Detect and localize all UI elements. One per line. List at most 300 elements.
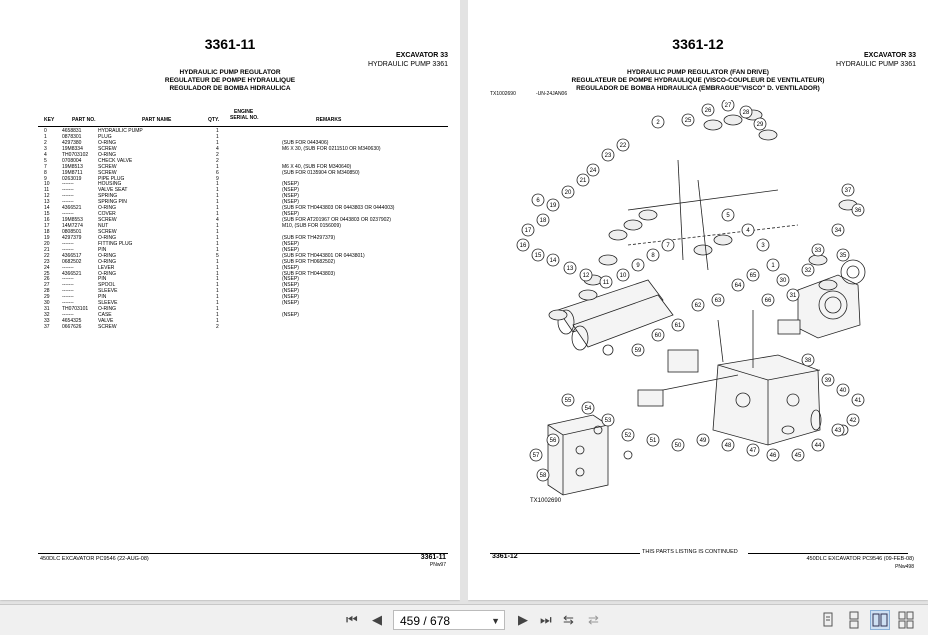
row-remarks: (NSEP) bbox=[282, 312, 299, 319]
diagram-part bbox=[639, 210, 657, 220]
row-part-number: ------- bbox=[62, 187, 74, 194]
row-part-name: SPOOL bbox=[98, 282, 116, 289]
callout-label: 64 bbox=[734, 283, 742, 290]
next-page-button[interactable] bbox=[518, 612, 528, 628]
callout-60 bbox=[652, 329, 664, 341]
row-qty: 5 bbox=[216, 252, 219, 259]
row-remarks: (SUB FOR TH0682502) bbox=[282, 258, 335, 265]
callout-31 bbox=[787, 289, 799, 301]
row-remarks: (NSEP) bbox=[282, 246, 299, 253]
callout-label: 17 bbox=[524, 228, 532, 235]
diagram-part bbox=[724, 115, 742, 125]
callout-label: 50 bbox=[674, 443, 682, 450]
callout-label: 10 bbox=[619, 273, 627, 280]
header-section: EXCAVATOR 33 bbox=[864, 52, 916, 59]
callout-26 bbox=[702, 104, 714, 116]
diagram-part bbox=[549, 310, 567, 320]
row-part-number: 0708004 bbox=[62, 157, 82, 164]
callout-label: 28 bbox=[742, 110, 750, 117]
callout-11 bbox=[600, 276, 612, 288]
callout-13 bbox=[564, 262, 576, 274]
continuous-view-button[interactable] bbox=[844, 610, 864, 630]
callout-label: 53 bbox=[604, 418, 612, 425]
callout-label: 4 bbox=[746, 228, 750, 235]
diagram-part bbox=[759, 130, 777, 140]
row-key: 27 bbox=[44, 282, 50, 289]
callout-label: 23 bbox=[604, 153, 612, 160]
callout-37 bbox=[842, 184, 854, 196]
callout-label: 39 bbox=[824, 378, 832, 385]
callout-8 bbox=[647, 249, 659, 261]
row-key: 2 bbox=[44, 139, 47, 146]
callout-label: 35 bbox=[839, 253, 847, 260]
callout-label: 41 bbox=[854, 398, 862, 405]
parts-table-header bbox=[38, 109, 448, 127]
callout-label: 12 bbox=[582, 273, 590, 280]
diagram-part bbox=[579, 290, 597, 300]
callout-label: 32 bbox=[804, 268, 812, 275]
callout-64 bbox=[732, 279, 744, 291]
figure-caption: TX1002690 bbox=[530, 498, 562, 504]
callout-62 bbox=[692, 299, 704, 311]
page-number: 3361-12 bbox=[672, 36, 724, 52]
row-part-number: 0808501 bbox=[62, 228, 82, 235]
row-qty: 1 bbox=[216, 199, 219, 206]
callout-43 bbox=[832, 424, 844, 436]
row-remarks: (SUB FOR TH4297379) bbox=[282, 234, 335, 241]
row-remarks: (NSEP) bbox=[282, 288, 299, 295]
row-key: 33 bbox=[44, 318, 50, 324]
row-part-number: ------- bbox=[62, 282, 74, 289]
callout-label: 43 bbox=[834, 428, 842, 435]
callout-45 bbox=[792, 449, 804, 461]
callout-48 bbox=[722, 439, 734, 451]
row-part-name: PLUG bbox=[98, 133, 112, 140]
row-qty: 1 bbox=[216, 282, 219, 289]
callout-51 bbox=[647, 434, 659, 446]
row-part-number: 14M7274 bbox=[62, 223, 83, 229]
callout-label: 20 bbox=[564, 190, 572, 197]
callout-label: 15 bbox=[534, 253, 542, 260]
callout-label: 19 bbox=[549, 203, 557, 210]
callout-55 bbox=[562, 394, 574, 406]
row-qty: 1 bbox=[216, 288, 219, 295]
row-part-name: O-RING bbox=[98, 139, 117, 146]
row-key: 1 bbox=[44, 133, 47, 140]
footer-code: PNw498 bbox=[895, 564, 914, 570]
callout-label: 29 bbox=[756, 122, 764, 129]
row-part-name: VALVE SEAT bbox=[98, 187, 128, 194]
two-page-icon bbox=[871, 611, 889, 629]
row-qty: 1 bbox=[216, 240, 219, 247]
forward-icon: ⇄ bbox=[588, 612, 599, 627]
callout-30 bbox=[777, 274, 789, 286]
callout-4 bbox=[742, 224, 754, 236]
row-part-name: O-RING bbox=[98, 270, 117, 277]
title-es: REGULADOR DE BOMBA HIDRAULICA bbox=[169, 85, 291, 92]
go-back-button[interactable] bbox=[563, 612, 574, 628]
col-qty: QTY. bbox=[208, 117, 220, 123]
callout-label: 37 bbox=[844, 188, 852, 195]
row-qty: 1 bbox=[216, 163, 219, 170]
callout-41 bbox=[852, 394, 864, 406]
row-qty: 1 bbox=[216, 205, 219, 212]
row-key: 19 bbox=[44, 234, 50, 241]
page-3361-11 bbox=[0, 0, 460, 600]
row-key: 22 bbox=[44, 252, 50, 259]
row-part-name: CHECK VALVE bbox=[98, 157, 133, 164]
diagram-part bbox=[714, 235, 732, 245]
row-qty: 1 bbox=[216, 193, 219, 200]
row-part-name: O-RING bbox=[98, 258, 117, 265]
row-key: 17 bbox=[44, 223, 50, 229]
callout-label: 54 bbox=[584, 406, 592, 413]
row-qty: 1 bbox=[216, 133, 219, 140]
col-name: PART NAME bbox=[142, 117, 172, 123]
callout-label: 6 bbox=[536, 198, 540, 205]
callout-12 bbox=[580, 269, 592, 281]
page-3361-12 bbox=[468, 0, 928, 600]
col-part: PART NO. bbox=[72, 117, 96, 123]
footer-rule bbox=[38, 553, 448, 554]
callout-49 bbox=[697, 434, 709, 446]
two-page-continuous-button[interactable] bbox=[896, 610, 916, 630]
row-key: 9 bbox=[44, 175, 47, 182]
two-page-view-button[interactable] bbox=[870, 610, 890, 630]
callout-label: 56 bbox=[549, 438, 557, 445]
callout-18 bbox=[537, 214, 549, 226]
callout-label: 46 bbox=[769, 453, 777, 460]
row-part-name: SCREW bbox=[98, 145, 117, 152]
row-qty: 1 bbox=[216, 300, 219, 307]
row-key: 13 bbox=[44, 199, 50, 206]
callout-57 bbox=[530, 449, 542, 461]
callout-label: 51 bbox=[649, 438, 657, 445]
first-page-button[interactable] bbox=[346, 612, 358, 628]
callout-label: 48 bbox=[724, 443, 732, 450]
callout-1 bbox=[767, 259, 779, 271]
row-part-number: 4297379 bbox=[62, 234, 82, 241]
row-key: 28 bbox=[44, 288, 50, 295]
row-qty: 1 bbox=[216, 223, 219, 229]
row-qty: 2 bbox=[216, 151, 219, 158]
callout-label: 40 bbox=[839, 388, 847, 395]
callout-53 bbox=[602, 414, 614, 426]
row-part-number: ------- bbox=[62, 240, 74, 247]
row-part-name: PIN bbox=[98, 276, 107, 283]
callout-label: 36 bbox=[854, 208, 862, 215]
footer-edition: 450DLC EXCAVATOR PC9546 (09-FEB-08) bbox=[806, 556, 914, 562]
callout-label: 27 bbox=[724, 103, 732, 110]
row-qty: 1 bbox=[216, 181, 219, 188]
callout-23 bbox=[602, 149, 614, 161]
go-forward-button[interactable] bbox=[588, 612, 599, 628]
callout-28 bbox=[740, 106, 752, 118]
row-part-number: 19M8513 bbox=[62, 163, 83, 170]
footer-page-number: 3361-11 bbox=[420, 554, 446, 561]
title-fr: REGULATEUR DE POMPE HYDRAULIQUE (VISCO-COUPLEUR DE VENTILATEUR) bbox=[571, 77, 825, 84]
page-selector[interactable] bbox=[393, 610, 505, 630]
title-en: HYDRAULIC PUMP REGULATOR bbox=[179, 69, 281, 76]
single-page-view-button[interactable] bbox=[818, 610, 838, 630]
row-remarks: (NSEP) bbox=[282, 264, 299, 271]
diagram-part bbox=[609, 230, 627, 240]
row-part-name: SLEEVE bbox=[98, 288, 118, 295]
callout-36 bbox=[852, 204, 864, 216]
callout-33 bbox=[812, 244, 824, 256]
row-qty: 1 bbox=[216, 258, 219, 265]
row-part-number: TH0703102 bbox=[62, 151, 89, 158]
row-qty: 2 bbox=[216, 323, 219, 330]
callout-label: 30 bbox=[779, 278, 787, 285]
row-part-number: ------- bbox=[62, 312, 74, 319]
figure-ref-id: TX1002690 bbox=[490, 91, 516, 97]
row-part-name: O-RING bbox=[98, 306, 117, 313]
row-key: 0 bbox=[44, 128, 47, 134]
callout-label: 66 bbox=[764, 298, 772, 305]
callout-label: 18 bbox=[539, 218, 547, 225]
row-key: 31 bbox=[44, 306, 50, 313]
callout-label: 11 bbox=[602, 280, 610, 287]
row-part-name: PIN bbox=[98, 294, 107, 301]
callout-10 bbox=[617, 269, 629, 281]
row-part-number: ------- bbox=[62, 193, 74, 200]
row-part-name: LEVER bbox=[98, 264, 115, 271]
callout-label: 33 bbox=[814, 248, 822, 255]
callout-24 bbox=[587, 164, 599, 176]
callout-label: 38 bbox=[804, 358, 812, 365]
row-qty: 1 bbox=[216, 139, 219, 146]
back-icon: ⇆ bbox=[563, 612, 574, 627]
row-part-number: 0263019 bbox=[62, 175, 82, 182]
callout-56 bbox=[547, 434, 559, 446]
row-key: 7 bbox=[44, 163, 47, 170]
callout-label: 13 bbox=[566, 266, 574, 273]
viewer-toolbar bbox=[0, 604, 928, 635]
two-page-continuous-icon bbox=[896, 610, 916, 630]
callout-17 bbox=[522, 224, 534, 236]
callout-61 bbox=[672, 319, 684, 331]
callout-label: 25 bbox=[684, 118, 692, 125]
callout-22 bbox=[617, 139, 629, 151]
callout-39 bbox=[822, 374, 834, 386]
row-part-name: PIN bbox=[98, 246, 107, 253]
row-qty: 4 bbox=[216, 145, 219, 152]
row-part-number: 19M8711 bbox=[62, 169, 83, 176]
row-remarks: (SUB FOR 0135904 OR M340850) bbox=[282, 169, 360, 176]
row-part-number: 4366517 bbox=[62, 252, 82, 259]
callout-59 bbox=[632, 344, 644, 356]
row-key: 20 bbox=[44, 240, 50, 247]
row-remarks: (NSEP) bbox=[282, 276, 299, 283]
callout-label: 44 bbox=[814, 443, 822, 450]
callout-66 bbox=[762, 294, 774, 306]
row-remarks: (SUB FOR TH0443803 OR 0443803 OR 0444003) bbox=[282, 205, 395, 212]
row-remarks: (NSEP) bbox=[282, 300, 299, 307]
callout-label: 34 bbox=[834, 228, 842, 235]
title-fr: REGULATEUR DE POMPE HYDRAULIQUE bbox=[164, 77, 296, 84]
row-part-name: NUT bbox=[98, 223, 109, 229]
callout-label: 7 bbox=[666, 243, 670, 250]
callout-15 bbox=[532, 249, 544, 261]
row-remarks: (NSEP) bbox=[282, 282, 299, 289]
callout-label: 8 bbox=[651, 253, 655, 260]
footer-edition: 450DLC EXCAVATOR PC9546 (22-AUG-08) bbox=[40, 556, 149, 562]
row-qty: 1 bbox=[216, 228, 219, 235]
row-remarks: (NSEP) bbox=[282, 211, 299, 218]
callout-label: 42 bbox=[849, 418, 857, 425]
callout-35 bbox=[837, 249, 849, 261]
row-key: 25 bbox=[44, 270, 50, 277]
row-part-name: SCREW bbox=[98, 163, 117, 170]
callout-46 bbox=[767, 449, 779, 461]
diagram-part bbox=[599, 255, 617, 265]
callout-label: 24 bbox=[589, 168, 597, 175]
col-serial: SERIAL NO. bbox=[230, 115, 259, 121]
row-key: 18 bbox=[44, 228, 50, 235]
row-remarks: M6 X 40, (SUB FOR M340640) bbox=[282, 163, 352, 170]
callout-label: 57 bbox=[532, 453, 540, 460]
row-part-name: HYDRAULIC PUMP bbox=[98, 128, 143, 134]
prev-page-icon: ◀ bbox=[372, 612, 382, 627]
row-qty: 1 bbox=[216, 294, 219, 301]
callout-label: 65 bbox=[749, 273, 757, 280]
header-subsection: HYDRAULIC PUMP 3361 bbox=[367, 61, 448, 68]
callout-label: 26 bbox=[704, 108, 712, 115]
callout-47 bbox=[747, 444, 759, 456]
row-key: 29 bbox=[44, 294, 50, 301]
row-qty: 1 bbox=[216, 276, 219, 283]
row-part-number: ------- bbox=[62, 288, 74, 295]
row-part-number: 19M8334 bbox=[62, 145, 83, 152]
callout-label: 14 bbox=[549, 258, 557, 265]
footer-rule-right bbox=[748, 553, 908, 554]
row-qty: 6 bbox=[216, 169, 219, 176]
row-qty: 1 bbox=[216, 128, 219, 134]
row-part-number: 0667626 bbox=[62, 323, 82, 330]
row-part-number: ------- bbox=[62, 294, 74, 301]
callout-32 bbox=[802, 264, 814, 276]
title-en: HYDRAULIC PUMP REGULATOR (FAN DRIVE) bbox=[627, 69, 769, 76]
callout-label: 45 bbox=[794, 453, 802, 460]
callout-14 bbox=[547, 254, 559, 266]
row-part-name: HOUSING bbox=[98, 181, 122, 188]
callout-16 bbox=[517, 239, 529, 251]
callout-21 bbox=[577, 174, 589, 186]
callout-2 bbox=[652, 116, 664, 128]
callout-label: 9 bbox=[636, 263, 640, 270]
diagram-part bbox=[809, 255, 827, 265]
callout-52 bbox=[622, 429, 634, 441]
row-part-name: CASE bbox=[98, 312, 112, 319]
row-remarks: (SUB FOR 0443406) bbox=[282, 139, 329, 146]
row-qty: 1 bbox=[216, 318, 219, 324]
last-page-button[interactable] bbox=[540, 612, 552, 628]
callout-label: 31 bbox=[789, 293, 797, 300]
row-part-number: 0878301 bbox=[62, 133, 82, 140]
col-key: KEY bbox=[44, 117, 55, 123]
row-part-name: COVER bbox=[98, 211, 116, 218]
footer-page-number: 3361-12 bbox=[492, 553, 518, 560]
row-part-number: ------- bbox=[62, 276, 74, 283]
header-section: EXCAVATOR 33 bbox=[396, 52, 448, 59]
row-key: 4 bbox=[44, 151, 47, 158]
callout-25 bbox=[682, 114, 694, 126]
diagram-part bbox=[819, 280, 837, 290]
row-part-name: SCREW bbox=[98, 169, 117, 176]
page-indicator: 459 / 678 bbox=[400, 614, 451, 628]
row-remarks: (NSEP) bbox=[282, 187, 299, 194]
callout-label: 1 bbox=[771, 263, 775, 270]
title-es: REGULADOR DE BOMBA HIDRAULICA (EMBRAGUE"VISCO" D. VENTILADOR) bbox=[576, 85, 820, 92]
row-key: 30 bbox=[44, 300, 50, 307]
callout-label: 22 bbox=[619, 143, 627, 150]
callout-7 bbox=[662, 239, 674, 251]
callout-label: 58 bbox=[539, 473, 547, 480]
row-qty: 1 bbox=[216, 246, 219, 253]
row-part-name: SCREW bbox=[98, 217, 117, 224]
row-part-number: ------- bbox=[62, 211, 74, 218]
callout-50 bbox=[672, 439, 684, 451]
chevron-down-icon: ▼ bbox=[491, 616, 500, 626]
last-page-icon: ⏭ bbox=[540, 612, 552, 627]
callout-6 bbox=[532, 194, 544, 206]
callout-label: 5 bbox=[726, 213, 730, 220]
row-part-name: SPRING PIN bbox=[98, 199, 127, 206]
callout-19 bbox=[547, 199, 559, 211]
row-part-number: 4366521 bbox=[62, 205, 82, 212]
callout-label: 61 bbox=[674, 323, 682, 330]
row-part-number: ------- bbox=[62, 300, 74, 307]
row-part-name: FITTING PLUG bbox=[98, 240, 133, 247]
row-remarks: M10, (SUB FOR 0156009) bbox=[282, 223, 341, 229]
row-key: 23 bbox=[44, 258, 50, 265]
row-qty: 2 bbox=[216, 157, 219, 164]
callout-63 bbox=[712, 294, 724, 306]
row-remarks: (SUB FOR TH0443803) bbox=[282, 270, 335, 277]
callout-20 bbox=[562, 186, 574, 198]
parts-table-body bbox=[38, 128, 448, 330]
row-part-number: ------- bbox=[62, 264, 74, 271]
row-key: 21 bbox=[44, 246, 50, 253]
callout-label: 55 bbox=[564, 398, 572, 405]
footer-code: PNw97 bbox=[429, 562, 446, 568]
row-part-name: O-RING bbox=[98, 205, 117, 212]
row-part-number: TH0703101 bbox=[62, 306, 89, 313]
row-part-number: ------- bbox=[62, 199, 74, 206]
callout-44 bbox=[812, 439, 824, 451]
row-part-name: SCREW bbox=[98, 228, 117, 235]
row-part-name: SLEEVE bbox=[98, 300, 118, 307]
callout-9 bbox=[632, 259, 644, 271]
callout-29 bbox=[754, 118, 766, 130]
row-key: 24 bbox=[44, 264, 50, 271]
page-number: 3361-11 bbox=[204, 36, 256, 52]
row-remarks: (SUB FOR TH0443801 OR 0443801) bbox=[282, 252, 365, 259]
diagram-part bbox=[704, 120, 722, 130]
row-qty: 1 bbox=[216, 234, 219, 241]
row-remarks: (NSEP) bbox=[282, 199, 299, 206]
row-qty: 1 bbox=[216, 306, 219, 313]
callout-label: 3 bbox=[761, 243, 765, 250]
prev-page-button[interactable] bbox=[372, 612, 382, 628]
row-key: 16 bbox=[44, 217, 50, 224]
row-qty: 1 bbox=[216, 264, 219, 271]
row-remarks: (NSEP) bbox=[282, 181, 299, 188]
row-part-name: O-RING bbox=[98, 252, 117, 259]
callout-3 bbox=[757, 239, 769, 251]
table-row bbox=[38, 324, 448, 330]
